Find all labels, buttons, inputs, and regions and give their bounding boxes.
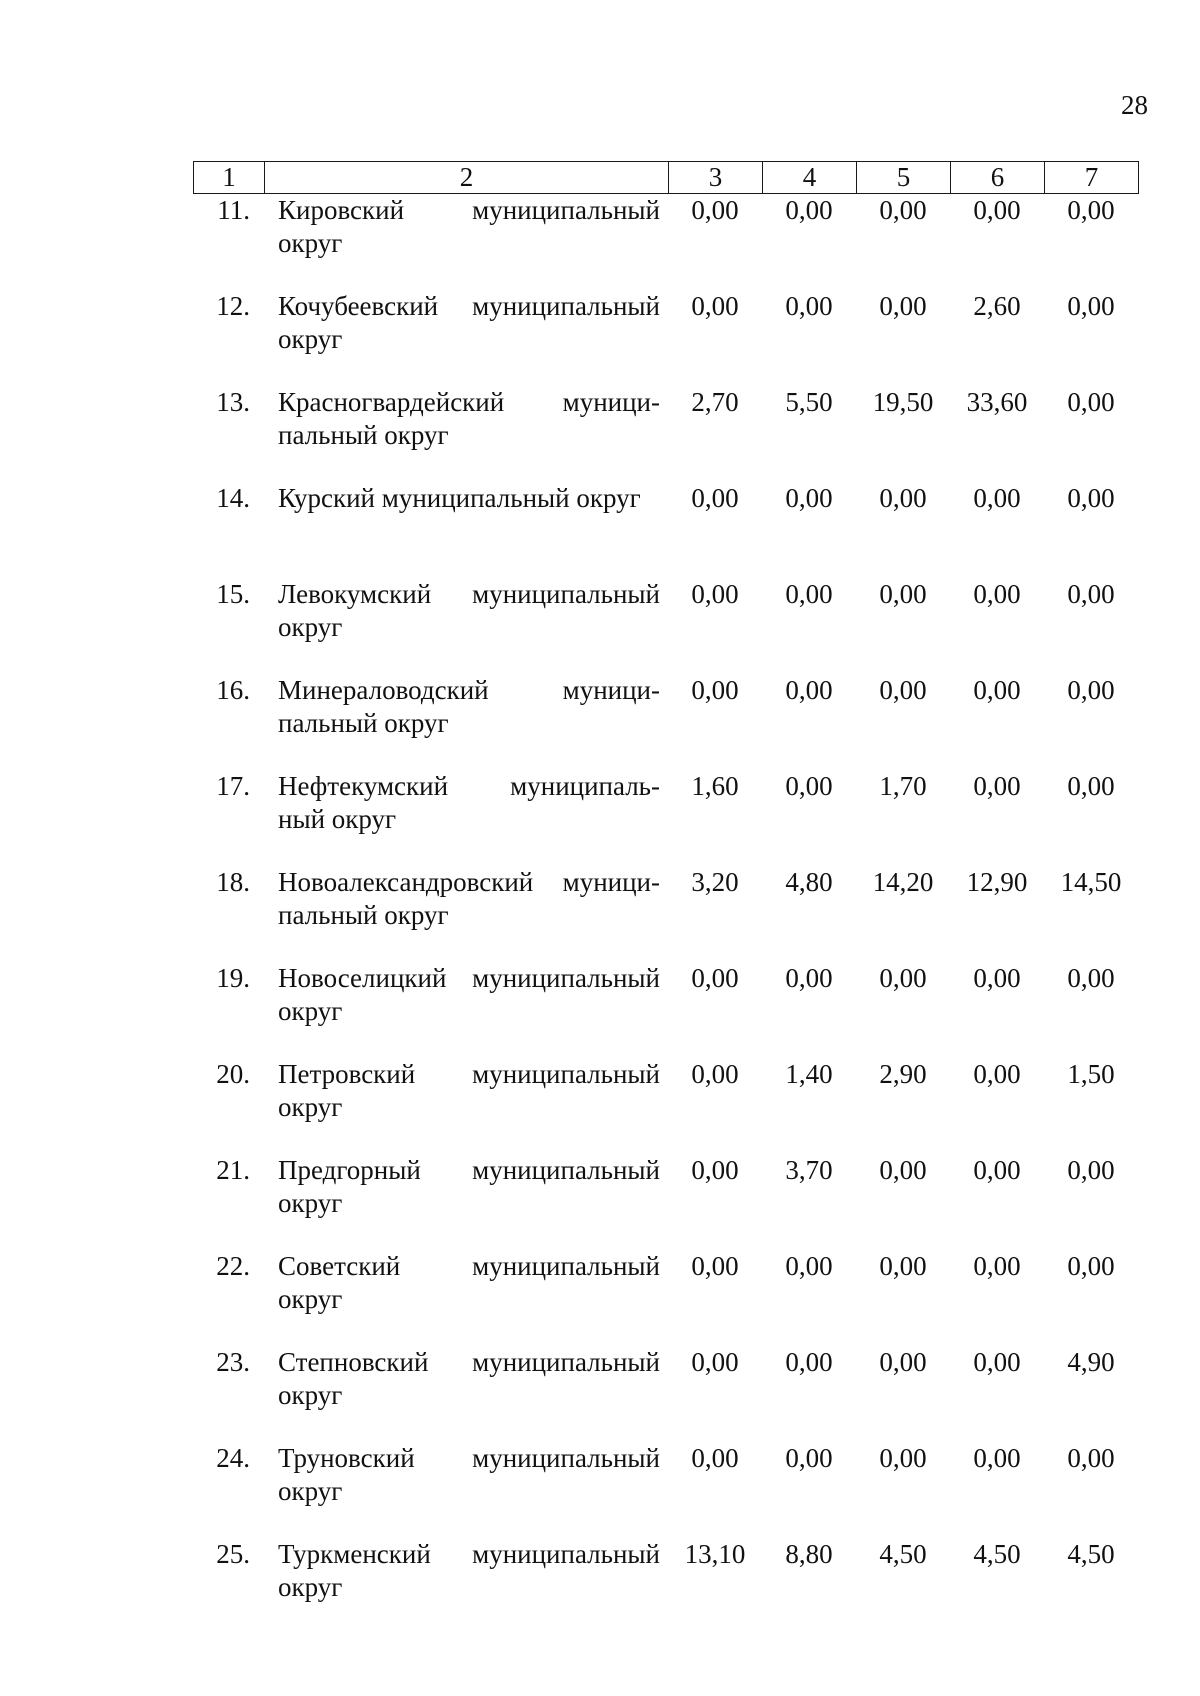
value-cell: 0,00 [1067, 1443, 1115, 1473]
value-cell: 0,00 [1067, 1251, 1115, 1281]
district-name-part: муниципальный [472, 1443, 660, 1473]
value-cell: 1,40 [785, 1059, 833, 1089]
column-number: 2 [265, 162, 669, 194]
value-cell: 0,00 [691, 483, 739, 513]
value-cell: 0,00 [879, 579, 927, 609]
table-row [193, 1442, 1138, 1538]
district-name-line [278, 770, 660, 803]
value-cell: 0,00 [691, 1059, 739, 1089]
district-name [264, 1442, 668, 1538]
row-number: 13. [216, 387, 250, 417]
value-cell: 14,50 [1060, 867, 1122, 897]
value-cell: 4,90 [1067, 1347, 1115, 1377]
value-cell: 3,70 [785, 1155, 833, 1185]
district-name [264, 1154, 668, 1250]
district-name-continuation: округ [278, 996, 343, 1026]
row-number: 25. [216, 1539, 250, 1569]
value-cell: 0,00 [879, 1347, 927, 1377]
value-cell: 0,00 [973, 483, 1021, 513]
value-cell: 4,50 [879, 1539, 927, 1569]
value-cell: 0,00 [973, 195, 1021, 225]
value-cell: 2,70 [691, 387, 739, 417]
value-cell: 0,00 [691, 675, 739, 705]
value-cell: 2,90 [879, 1059, 927, 1089]
value-cell: 1,50 [1067, 1059, 1115, 1089]
value-cell: 0,00 [785, 291, 833, 321]
value-cell: 0,00 [1067, 195, 1115, 225]
district-name [264, 1058, 668, 1154]
value-cell: 3,20 [691, 867, 739, 897]
table-row [193, 674, 1138, 770]
value-cell: 12,90 [966, 867, 1028, 897]
district-name-line [278, 866, 660, 899]
district-name-part: Кировский [278, 195, 405, 225]
district-name-part: Нефтекумский [278, 771, 449, 801]
district-name-line [278, 674, 660, 707]
district-name-part: муниципальный [472, 1539, 660, 1569]
value-cell: 0,00 [1067, 675, 1115, 705]
value-cell: 8,80 [785, 1539, 833, 1569]
district-name-line [278, 1250, 660, 1283]
value-cell: 0,00 [879, 483, 927, 513]
district-name-continuation: округ [278, 228, 343, 258]
district-name-part: муници- [562, 675, 660, 705]
value-cell: 0,00 [785, 579, 833, 609]
column-number-row [194, 162, 1139, 194]
district-name [264, 866, 668, 962]
value-cell: 0,00 [1067, 963, 1115, 993]
value-cell: 0,00 [1067, 579, 1115, 609]
district-name [264, 290, 668, 386]
table-row [193, 1346, 1138, 1442]
district-name-part: Туркменский [278, 1539, 431, 1569]
value-cell: 2,60 [973, 291, 1021, 321]
district-name-continuation: округ [278, 1284, 343, 1314]
row-number: 19. [216, 963, 250, 993]
data-table [193, 194, 1138, 1634]
value-cell: 0,00 [973, 1443, 1021, 1473]
district-name-continuation: пальный округ [278, 708, 449, 738]
value-cell: 14,20 [872, 867, 934, 897]
table-row [193, 1154, 1138, 1250]
value-cell: 13,10 [684, 1539, 746, 1569]
page-number: 28 [1121, 90, 1148, 120]
row-number: 24. [216, 1443, 250, 1473]
table-row [193, 482, 1138, 578]
district-name [264, 1346, 668, 1442]
district-name [264, 1538, 668, 1634]
row-number: 21. [216, 1155, 250, 1185]
row-number: 23. [216, 1347, 250, 1377]
column-number: 6 [951, 162, 1045, 194]
value-cell: 0,00 [1067, 387, 1115, 417]
district-name-continuation: округ [278, 1188, 343, 1218]
value-cell: 0,00 [691, 195, 739, 225]
table-body [193, 194, 1138, 1634]
district-name-line [278, 386, 660, 419]
value-cell: 0,00 [1067, 291, 1115, 321]
table-row [193, 962, 1138, 1058]
district-name-part: Курский муниципальный округ [278, 483, 641, 513]
row-number: 17. [216, 771, 250, 801]
value-cell: 0,00 [691, 1443, 739, 1473]
value-cell: 0,00 [691, 579, 739, 609]
district-name-part: Предгорный [278, 1155, 421, 1185]
table-row [193, 770, 1138, 866]
district-name-continuation: округ [278, 1380, 343, 1410]
district-name-part: муниципальный [472, 1059, 660, 1089]
district-name-part: муници- [562, 867, 660, 897]
district-name-part: Степновский [278, 1347, 429, 1377]
value-cell: 0,00 [785, 1443, 833, 1473]
value-cell: 33,60 [966, 387, 1028, 417]
table-row [193, 1538, 1138, 1634]
column-number: 7 [1045, 162, 1139, 194]
value-cell: 0,00 [879, 1155, 927, 1185]
district-name-part: Кочубеевский [278, 291, 439, 321]
value-cell: 0,00 [973, 675, 1021, 705]
district-name-part: Красногвардейский [278, 387, 505, 417]
district-name-line [278, 1346, 660, 1379]
column-number: 4 [763, 162, 857, 194]
district-name-part: Новоалександровский [278, 867, 534, 897]
value-cell: 4,50 [1067, 1539, 1115, 1569]
value-cell: 0,00 [785, 1347, 833, 1377]
column-number: 3 [669, 162, 763, 194]
district-name-continuation: пальный округ [278, 420, 449, 450]
row-number: 20. [216, 1059, 250, 1089]
column-number: 1 [194, 162, 265, 194]
district-name-part: муници- [562, 387, 660, 417]
district-name [264, 674, 668, 770]
district-name-continuation: округ [278, 324, 343, 354]
district-name-part: Новоселицкий [278, 963, 447, 993]
table-row [193, 578, 1138, 674]
district-name-line [278, 194, 660, 227]
value-cell: 0,00 [973, 771, 1021, 801]
value-cell: 0,00 [879, 1251, 927, 1281]
row-number: 11. [217, 195, 250, 225]
district-name-line [278, 1442, 660, 1475]
row-number: 14. [216, 483, 250, 513]
value-cell: 0,00 [879, 963, 927, 993]
district-name [264, 482, 668, 578]
column-header-table [193, 161, 1139, 194]
district-name-continuation: округ [278, 612, 343, 642]
value-cell: 0,00 [691, 291, 739, 321]
district-name-line [278, 1058, 660, 1091]
value-cell: 0,00 [973, 963, 1021, 993]
table-row [193, 1250, 1138, 1346]
district-name-line [278, 1538, 660, 1571]
row-number: 12. [216, 291, 250, 321]
value-cell: 0,00 [973, 579, 1021, 609]
value-cell: 0,00 [785, 195, 833, 225]
row-number: 22. [216, 1251, 250, 1281]
table-row [193, 866, 1138, 962]
value-cell: 0,00 [785, 1251, 833, 1281]
value-cell: 0,00 [973, 1155, 1021, 1185]
table-row [193, 386, 1138, 482]
table-row [193, 194, 1138, 290]
district-name [264, 962, 668, 1058]
value-cell: 0,00 [785, 675, 833, 705]
value-cell: 0,00 [973, 1347, 1021, 1377]
row-number: 16. [216, 675, 250, 705]
value-cell: 0,00 [785, 483, 833, 513]
district-name-part: муниципальный [472, 291, 660, 321]
district-name-continuation: пальный округ [278, 900, 449, 930]
value-cell: 19,50 [872, 387, 934, 417]
column-number: 5 [857, 162, 951, 194]
district-name-line [278, 962, 660, 995]
value-cell: 0,00 [879, 1443, 927, 1473]
value-cell: 0,00 [691, 1251, 739, 1281]
value-cell: 1,70 [879, 771, 927, 801]
value-cell: 0,00 [1067, 483, 1115, 513]
district-name-part: Советский [278, 1251, 401, 1281]
value-cell: 1,60 [691, 771, 739, 801]
district-name-line [278, 578, 660, 611]
value-cell: 0,00 [973, 1059, 1021, 1089]
district-name-part: муниципальный [472, 195, 660, 225]
value-cell: 0,00 [785, 963, 833, 993]
value-cell: 0,00 [879, 195, 927, 225]
value-cell: 0,00 [785, 771, 833, 801]
district-name [264, 578, 668, 674]
value-cell: 0,00 [879, 291, 927, 321]
district-name-part: муниципальный [472, 1155, 660, 1185]
district-name [264, 770, 668, 866]
district-name-part: муниципаль- [510, 771, 660, 801]
table-row [193, 290, 1138, 386]
value-cell: 0,00 [973, 1251, 1021, 1281]
district-name-continuation: округ [278, 1476, 343, 1506]
value-cell: 0,00 [1067, 1155, 1115, 1185]
district-name-part: Петровский [278, 1059, 416, 1089]
row-number: 18. [216, 867, 250, 897]
district-name-part: муниципальный [472, 579, 660, 609]
value-cell: 0,00 [691, 1347, 739, 1377]
district-name-part: муниципальный [472, 963, 660, 993]
value-cell: 0,00 [879, 675, 927, 705]
district-name [264, 386, 668, 482]
value-cell: 0,00 [1067, 771, 1115, 801]
district-name-part: Труновский [278, 1443, 415, 1473]
district-name [264, 1250, 668, 1346]
district-name-part: муниципальный [472, 1251, 660, 1281]
district-name [264, 194, 668, 290]
value-cell: 4,50 [973, 1539, 1021, 1569]
district-name-line [278, 290, 660, 323]
district-name-line [278, 1154, 660, 1187]
district-name-part: Минераловодский [278, 675, 489, 705]
value-cell: 0,00 [691, 963, 739, 993]
district-name-continuation: округ [278, 1572, 343, 1602]
row-number: 15. [216, 579, 250, 609]
table-row [193, 1058, 1138, 1154]
district-name-part: Левокумский [278, 579, 432, 609]
value-cell: 4,80 [785, 867, 833, 897]
district-name-line [278, 482, 660, 515]
district-name-continuation: ный округ [278, 804, 397, 834]
value-cell: 0,00 [691, 1155, 739, 1185]
district-name-part: муниципальный [472, 1347, 660, 1377]
district-name-continuation: округ [278, 1092, 343, 1122]
value-cell: 5,50 [785, 387, 833, 417]
